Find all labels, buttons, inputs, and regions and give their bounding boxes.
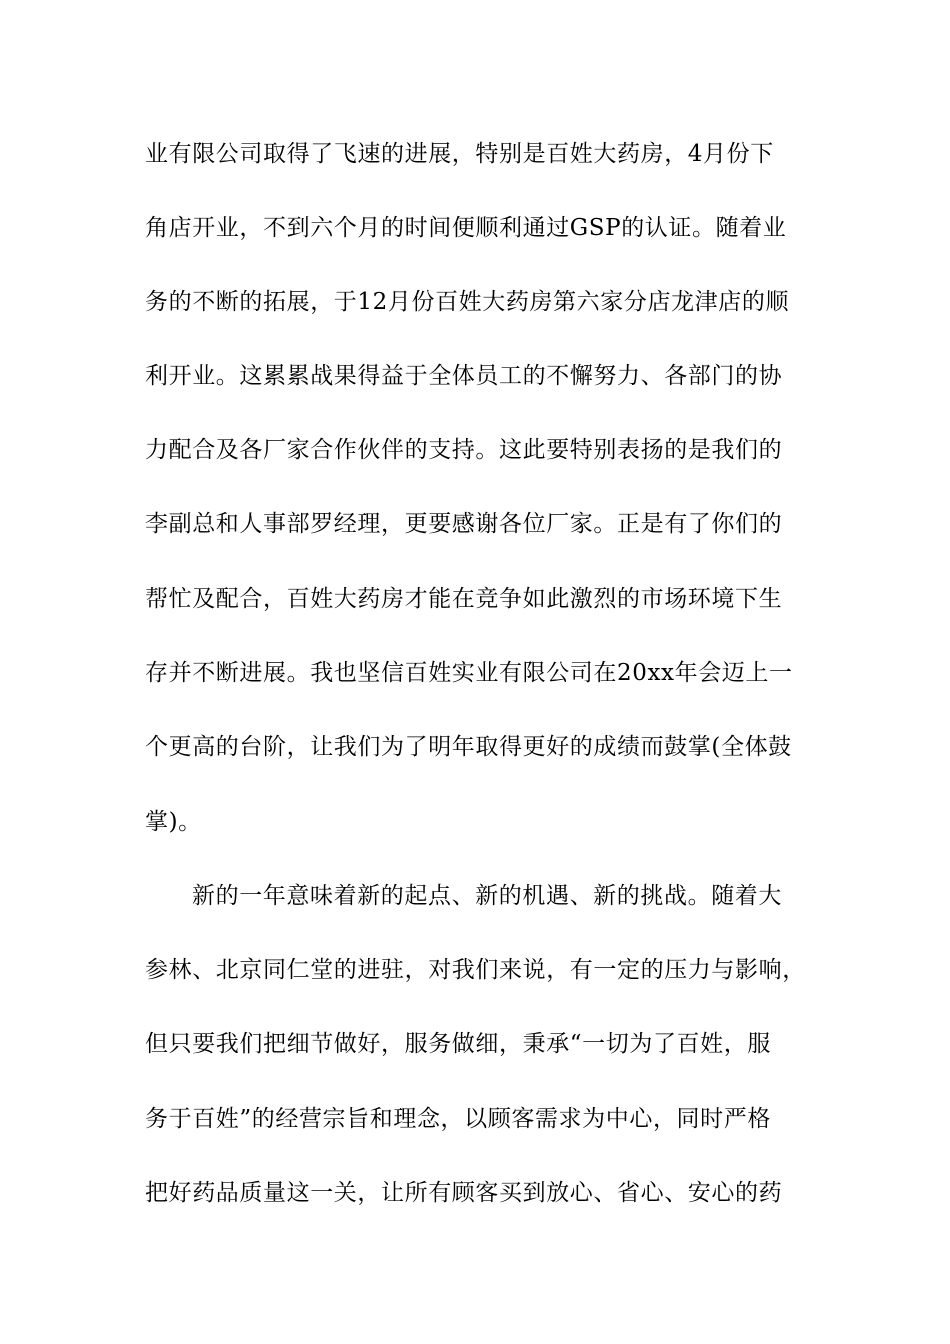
text-line: 存并不断进展。我也坚信百姓实业有限公司在20xx年会迈上一 (145, 660, 793, 686)
text-line: 个更高的台阶，让我们为了明年取得更好的成绩而鼓掌(全体鼓 (145, 734, 792, 760)
text-line: 务的不断的拓展，于12月份百姓大药房第六家分店龙津店的顺 (145, 289, 790, 315)
text-line: 务于百姓”的经营宗旨和理念，以顾客需求为中心，同时严格 (145, 1106, 771, 1132)
paragraph-first-line: 新的一年意味着新的起点、新的机遇、新的挑战。随着大 (192, 883, 782, 909)
text-line: 参林、北京同仁堂的进驻，对我们来说，有一定的压力与影响， (145, 957, 806, 983)
text-line: 角店开业，不到六个月的时间便顺利通过GSP的认证。随着业 (145, 215, 787, 241)
text-line: 帮忙及配合，百姓大药房才能在竞争如此激烈的市场环境下生 (145, 586, 783, 612)
text-line: 把好药品质量这一关，让所有顾客买到放心、省心、安心的药 (145, 1180, 783, 1206)
text-line: 但只要我们把细节做好，服务做细，秉承“一切为了百姓，服 (145, 1031, 771, 1057)
text-line: 业有限公司取得了飞速的进展，特别是百姓大药房，4月份下 (145, 141, 774, 167)
text-line: 利开业。这累累战果得益于全体员工的不懈努力、各部门的协 (145, 363, 783, 389)
text-line: 力配合及各厂家合作伙伴的支持。这此要特别表扬的是我们的 (145, 437, 783, 463)
text-line: 掌)。 (145, 809, 202, 835)
text-line: 李副总和人事部罗经理，更要感谢各位厂家。正是有了你们的 (145, 511, 783, 537)
